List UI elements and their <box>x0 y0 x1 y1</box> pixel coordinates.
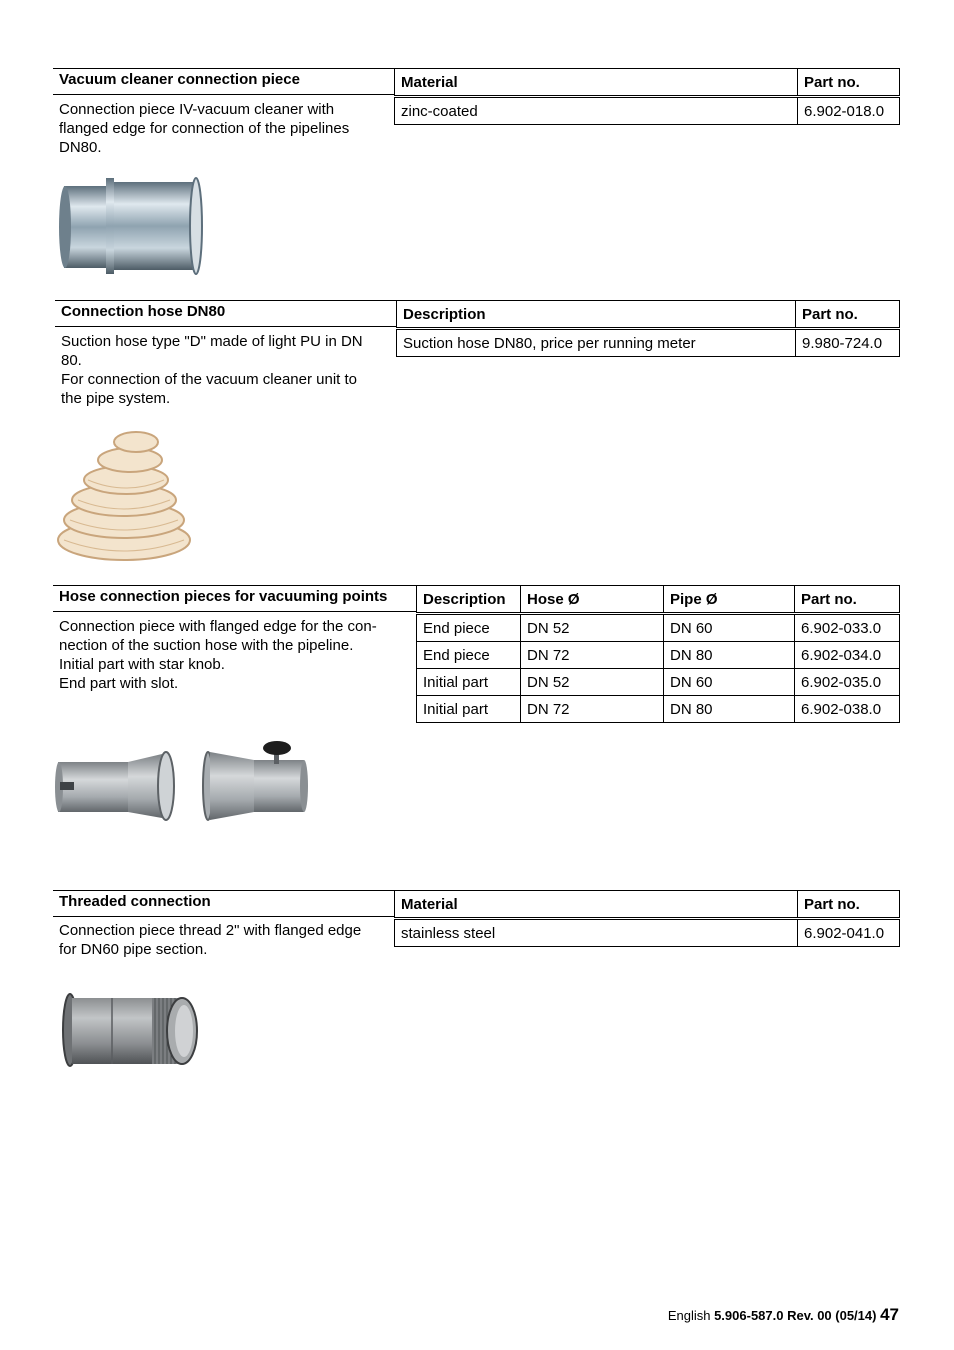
table-header-cell: Description <box>397 301 796 329</box>
table-cell: zinc-coated <box>395 97 798 125</box>
hose-connection-pieces-image <box>54 740 314 822</box>
section-1-top-rule <box>53 68 395 69</box>
section-4-table <box>394 890 900 947</box>
table-row <box>417 696 900 723</box>
section-3-description: Connection piece with flanged edge for the con- nection of the suction hose with the pipeline. Initial part with star knob. End part with slot. <box>59 618 377 692</box>
table-row <box>397 329 900 357</box>
section-2-description: Suction hose type "D" made of light PU in DN 80. For connection of the vacuum cleaner unit to the pipe system. <box>61 333 363 407</box>
table-cell: 6.902-018.0 <box>798 97 900 125</box>
table-header-cell: Part no. <box>798 69 900 97</box>
table-header-cell: Hose Ø <box>521 586 664 614</box>
table-header-cell: Description <box>417 586 521 614</box>
table-row <box>395 919 900 947</box>
table-header-row <box>395 891 900 919</box>
table-cell: stainless steel <box>395 919 798 947</box>
page-footer <box>668 1305 899 1325</box>
section-3-title: Hose connection pieces for vacuuming points <box>59 588 388 605</box>
table-cell: 6.902-041.0 <box>798 919 900 947</box>
table-header-row <box>395 69 900 97</box>
table-cell: Initial part <box>417 669 521 696</box>
table-header-row <box>397 301 900 329</box>
table-header-cell: Part no. <box>798 891 900 919</box>
table-row <box>417 614 900 642</box>
section-3-title-rule <box>53 611 417 612</box>
table-cell: Initial part <box>417 696 521 723</box>
table-cell: 6.902-033.0 <box>795 614 900 642</box>
table-cell: DN 80 <box>664 642 795 669</box>
table-cell: DN 52 <box>521 669 664 696</box>
section-4-title: Threaded connection <box>59 893 211 910</box>
table-cell: End piece <box>417 642 521 669</box>
table-header-cell: Part no. <box>796 301 900 329</box>
table-cell: DN 72 <box>521 696 664 723</box>
table-cell: 9.980-724.0 <box>796 329 900 357</box>
hose-coil-image <box>54 422 194 562</box>
table-cell: DN 72 <box>521 642 664 669</box>
section-1-title-rule <box>53 94 395 95</box>
page-number: 47 <box>880 1305 899 1324</box>
section-1-table <box>394 68 900 125</box>
section-1-title: Vacuum cleaner connection piece <box>59 71 300 88</box>
table-cell: 6.902-038.0 <box>795 696 900 723</box>
section-4-title-rule <box>53 916 395 917</box>
table-cell: DN 52 <box>521 614 664 642</box>
table-header-cell: Pipe Ø <box>664 586 795 614</box>
section-4-description: Connection piece thread 2" with flanged edge for DN60 pipe section. <box>59 922 362 958</box>
table-row <box>395 97 900 125</box>
section-2-top-rule <box>55 300 397 301</box>
table-header-cell: Material <box>395 891 798 919</box>
table-cell: DN 80 <box>664 696 795 723</box>
section-1-description: Connection piece IV-vacuum cleaner with flanged edge for connection of the pipelines DN80. <box>59 101 350 156</box>
section-2-title: Connection hose DN80 <box>61 303 226 320</box>
table-header-cell: Part no. <box>795 586 900 614</box>
table-cell: DN 60 <box>664 669 795 696</box>
table-cell: DN 60 <box>664 614 795 642</box>
table-cell: 6.902-034.0 <box>795 642 900 669</box>
footer-doc-ref: 5.906-587.0 Rev. 00 (05/14) <box>714 1308 877 1323</box>
section-4-top-rule <box>53 890 395 891</box>
table-cell: 6.902-035.0 <box>795 669 900 696</box>
section-2-title-rule <box>55 326 397 327</box>
table-row <box>417 669 900 696</box>
table-header-row <box>417 586 900 614</box>
section-3-top-rule <box>53 585 417 586</box>
table-cell: End piece <box>417 614 521 642</box>
table-cell: Suction hose DN80, price per running meter <box>397 329 796 357</box>
threaded-connection-image <box>60 990 202 1070</box>
table-header-cell: Material <box>395 69 798 97</box>
section-3-table <box>416 585 900 723</box>
section-2-table <box>396 300 900 357</box>
connection-piece-image <box>58 172 208 276</box>
footer-language: English <box>667 1308 711 1323</box>
table-row <box>417 642 900 669</box>
